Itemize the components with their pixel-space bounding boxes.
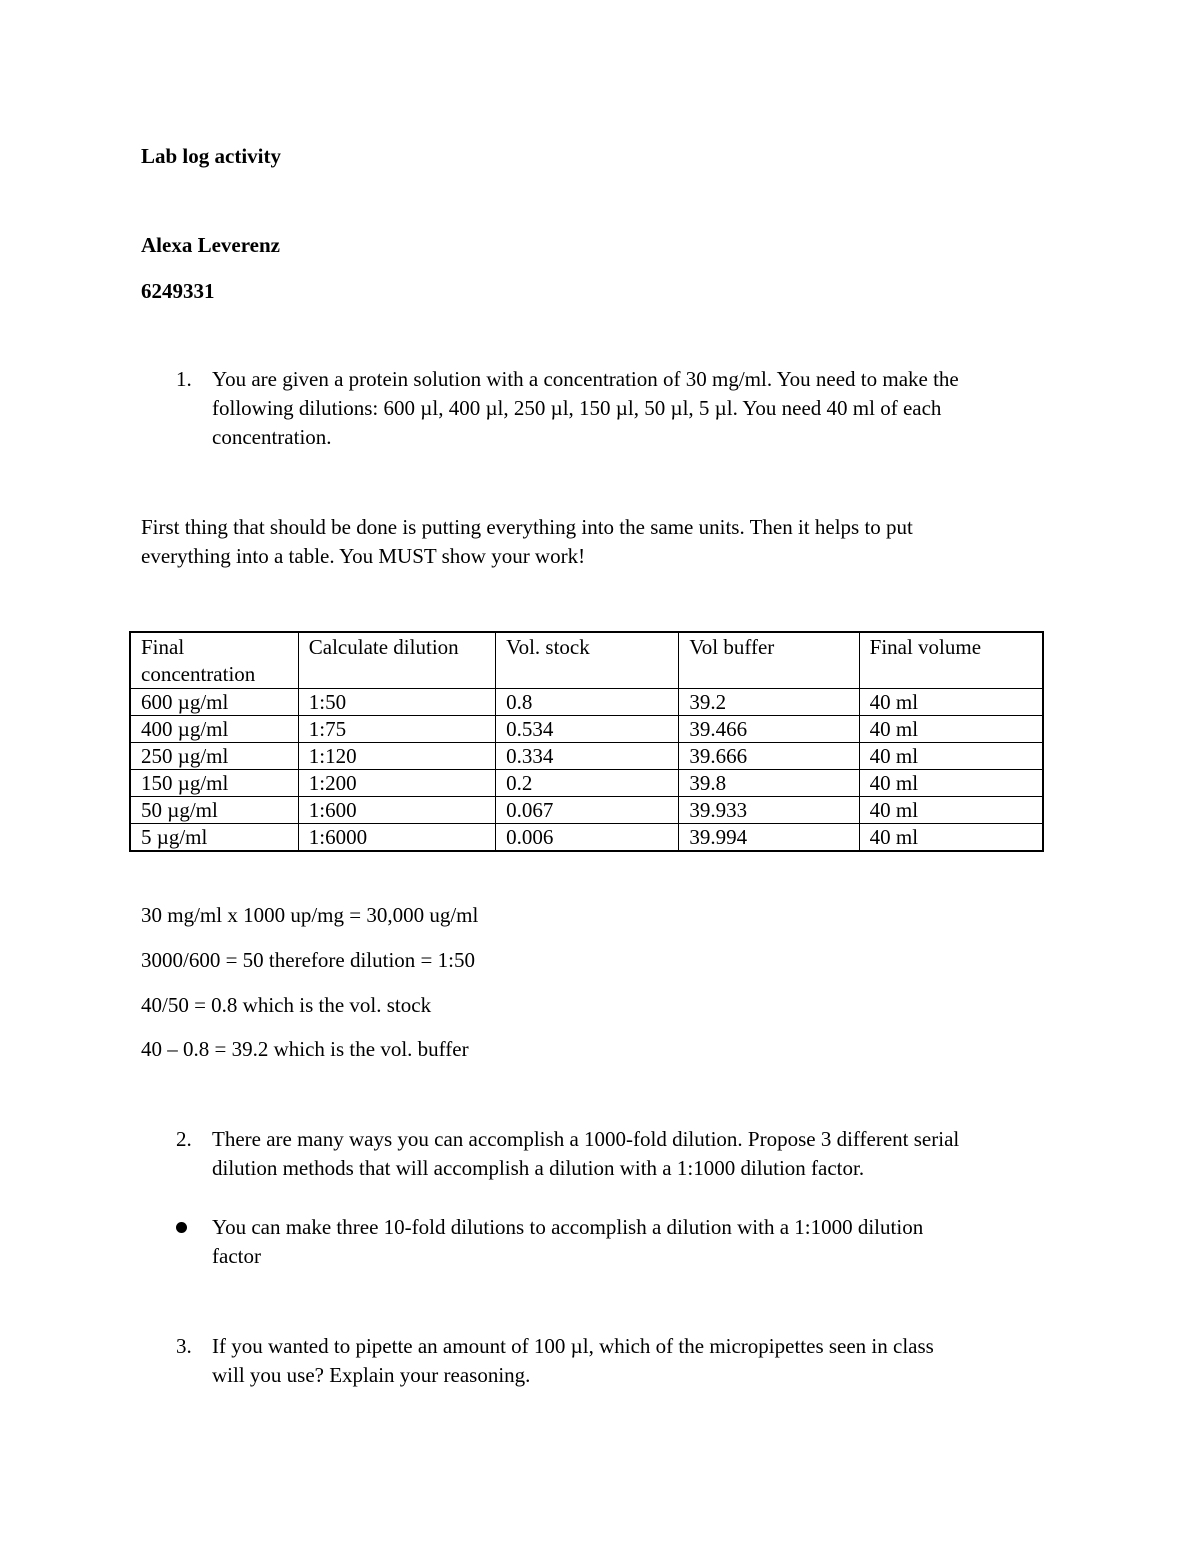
table-cell: 600 µg/ml <box>130 689 298 716</box>
paragraph-line: everything into a table. You MUST show your work! <box>141 544 586 568</box>
table-cell: 39.8 <box>679 770 859 797</box>
question-number: 3. <box>176 1334 192 1358</box>
table-cell: 0.334 <box>496 743 679 770</box>
work-line: 30 mg/ml x 1000 up/mg = 30,000 ug/ml <box>141 903 479 927</box>
header-calculate-dilution: Calculate dilution <box>298 632 495 689</box>
student-name: Alexa Leverenz <box>141 233 280 257</box>
table-row <box>130 743 1043 770</box>
question-line: If you wanted to pipette an amount of 100 µl, which of the micropipettes seen in class <box>212 1334 934 1358</box>
question-number: 2. <box>176 1127 192 1151</box>
header-vol-stock: Vol. stock <box>496 632 679 689</box>
table-cell: 39.666 <box>679 743 859 770</box>
dilution-table <box>129 631 1044 852</box>
table-cell: 39.933 <box>679 797 859 824</box>
question-text <box>212 1125 1062 1183</box>
table-cell: 0.067 <box>496 797 679 824</box>
table-header-row <box>130 632 1043 689</box>
table-cell: 40 ml <box>859 797 1043 824</box>
work-line: 40 – 0.8 = 39.2 which is the vol. buffer <box>141 1037 469 1061</box>
question-line: will you use? Explain your reasoning. <box>212 1363 531 1387</box>
table-cell: 1:120 <box>298 743 495 770</box>
table-cell: 0.534 <box>496 716 679 743</box>
table-cell: 0.2 <box>496 770 679 797</box>
instructions-paragraph <box>141 513 1041 571</box>
table-cell: 250 µg/ml <box>130 743 298 770</box>
question-text <box>212 365 1062 452</box>
table-cell: 40 ml <box>859 824 1043 852</box>
answer-line: factor <box>212 1244 261 1268</box>
table-row <box>130 824 1043 852</box>
table-row <box>130 797 1043 824</box>
page-title: Lab log activity <box>141 144 281 168</box>
table-cell: 40 ml <box>859 770 1043 797</box>
question-text <box>212 1332 1062 1390</box>
table-cell: 0.006 <box>496 824 679 852</box>
table-cell: 1:50 <box>298 689 495 716</box>
header-vol-buffer: Vol buffer <box>679 632 859 689</box>
table-cell: 0.8 <box>496 689 679 716</box>
table-cell: 40 ml <box>859 743 1043 770</box>
answer-text <box>212 1213 1062 1271</box>
header-text: Final <box>141 635 185 659</box>
table-cell: 1:200 <box>298 770 495 797</box>
header-text: concentration <box>141 662 256 686</box>
header-final-concentration <box>130 632 298 689</box>
table-cell: 39.466 <box>679 716 859 743</box>
table-cell: 40 ml <box>859 689 1043 716</box>
question-number: 1. <box>176 367 192 391</box>
table-cell: 1:6000 <box>298 824 495 852</box>
table-cell: 5 µg/ml <box>130 824 298 852</box>
question-line: concentration. <box>212 425 332 449</box>
question-line: There are many ways you can accomplish a 1000-fold dilution. Propose 3 different serial <box>212 1127 960 1151</box>
table-cell: 400 µg/ml <box>130 716 298 743</box>
question-line: dilution methods that will accomplish a dilution with a 1:1000 dilution factor. <box>212 1156 865 1180</box>
table-row <box>130 689 1043 716</box>
table-row <box>130 716 1043 743</box>
paragraph-line: First thing that should be done is putting everything into the same units. Then it helps to put <box>141 515 913 539</box>
table-cell: 39.2 <box>679 689 859 716</box>
work-line: 40/50 = 0.8 which is the vol. stock <box>141 993 432 1017</box>
header-final-volume: Final volume <box>859 632 1043 689</box>
table-cell: 50 µg/ml <box>130 797 298 824</box>
table-cell: 150 µg/ml <box>130 770 298 797</box>
student-id: 6249331 <box>141 279 215 303</box>
question-line: You are given a protein solution with a concentration of 30 mg/ml. You need to make the <box>212 367 959 391</box>
answer-line: You can make three 10-fold dilutions to accomplish a dilution with a 1:1000 dilution <box>212 1215 924 1239</box>
table-cell: 39.994 <box>679 824 859 852</box>
work-line: 3000/600 = 50 therefore dilution = 1:50 <box>141 948 475 972</box>
bullet-icon <box>176 1222 187 1233</box>
table-row <box>130 770 1043 797</box>
table-cell: 1:75 <box>298 716 495 743</box>
question-line: following dilutions: 600 µl, 400 µl, 250 µl, 150 µl, 50 µl, 5 µl. You need 40 ml of each <box>212 396 942 420</box>
table-cell: 40 ml <box>859 716 1043 743</box>
table-cell: 1:600 <box>298 797 495 824</box>
